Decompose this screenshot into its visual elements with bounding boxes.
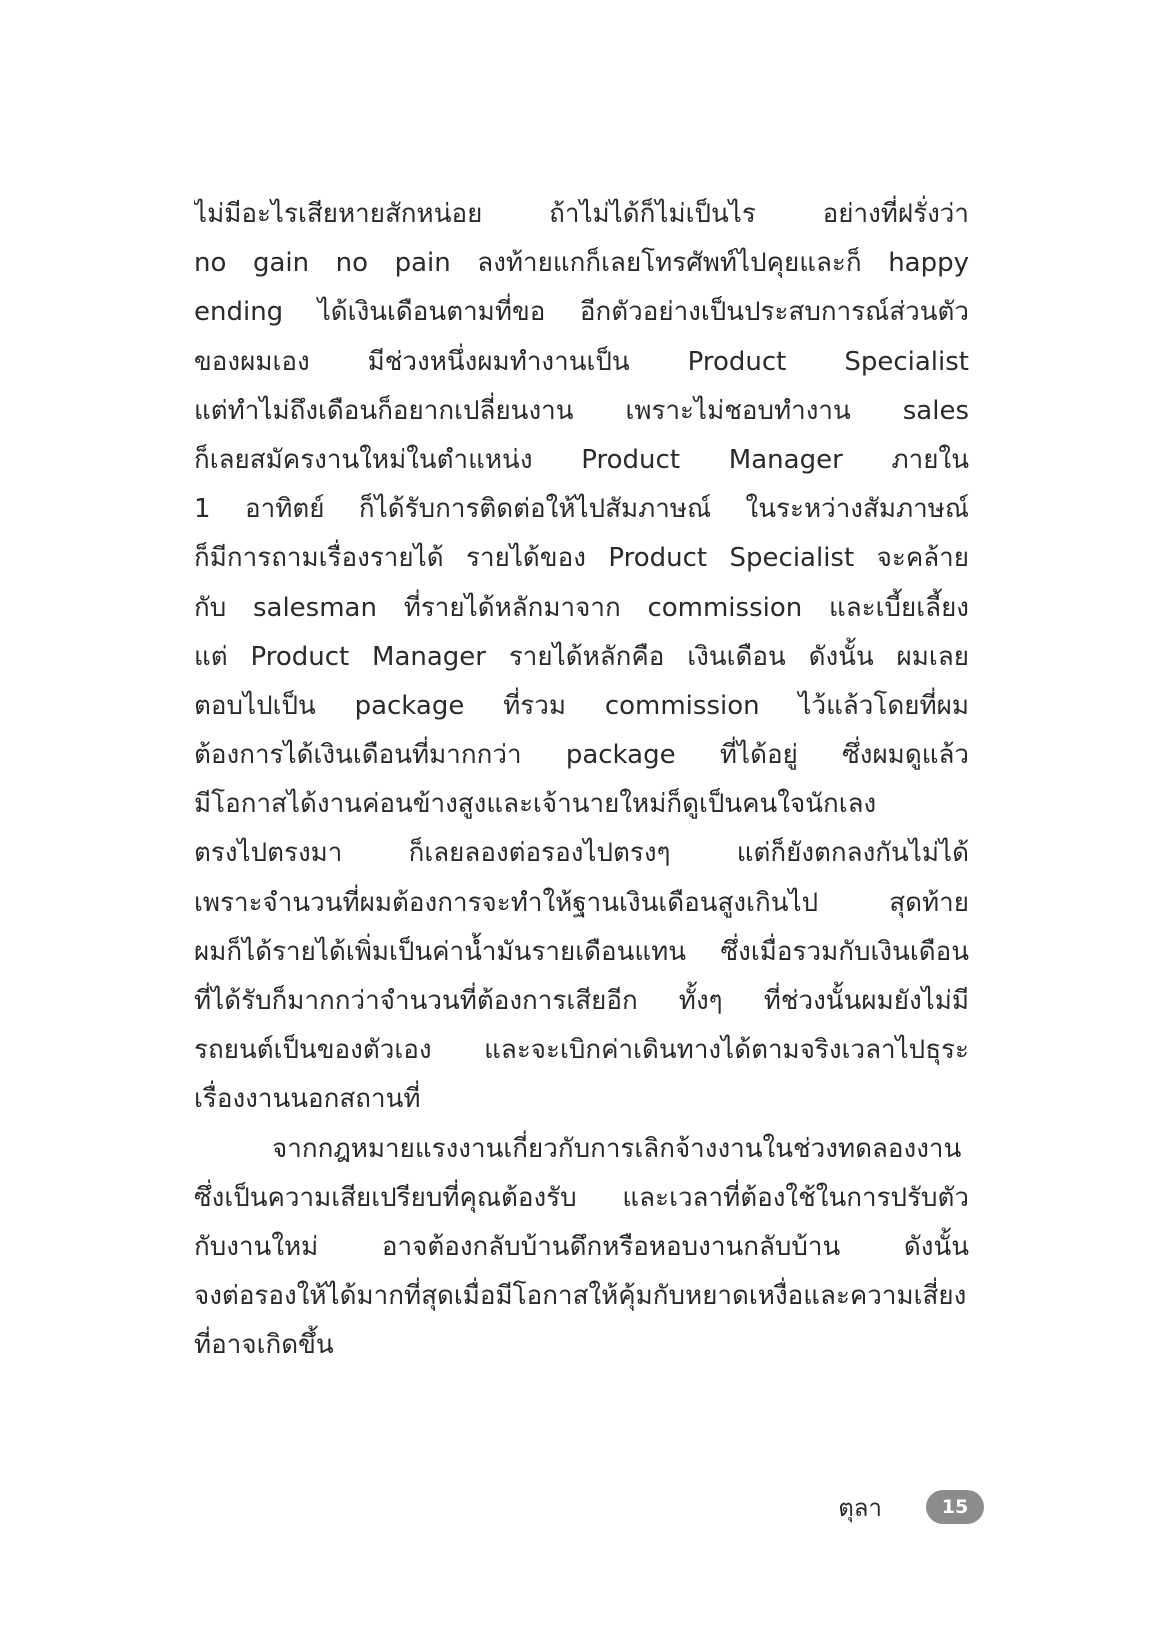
text-line: ก็เลยสมัครงานใหม่ในตำแหน่ง Product Manager ภายใน — [194, 444, 969, 475]
text-line: ของผมเอง มีช่วงหนึ่งผมทำงานเป็น Product Specialist — [194, 346, 969, 377]
text-line: จากกฎหมายแรงงานเกี่ยวกับการเลิกจ้างงานในช่วงทดลองงาน — [272, 1133, 962, 1164]
body-text — [194, 190, 969, 1371]
text-line: รถยนต์เป็นของตัวเอง และจะเบิกค่าเดินทางได้ตามจริงเวลาไปธุระ — [194, 1035, 969, 1066]
text-line: ตรงไปตรงมา ก็เลยลองต่อรองไปตรงๆ แต่ก็ยังตกลงกันไม่ได้ — [194, 838, 969, 869]
text-line: ผมก็ได้รายได้เพิ่มเป็นค่าน้ำมันรายเดือนแทน ซึ่งเมื่อรวมกับเงินเดือน — [194, 936, 969, 967]
page-number-badge: 15 — [926, 1490, 984, 1524]
text-line: กับ salesman ที่รายได้หลักมาจาก commission และเบี้ยเลี้ยง — [194, 592, 969, 623]
text-line: เพราะจำนวนที่ผมต้องการจะทำให้ฐานเงินเดือนสูงเกินไป สุดท้าย — [194, 887, 969, 918]
text-line: ที่ได้รับก็มากกว่าจำนวนที่ต้องการเสียอีก ทั้งๆ ที่ช่วงนั้นผมยังไม่มี — [194, 986, 969, 1016]
text-line: ending ได้เงินเดือนตามที่ขอ อีกตัวอย่างเป็นประสบการณ์ส่วนตัว — [194, 297, 969, 328]
text-line: จงต่อรองให้ได้มากที่สุดเมื่อมีโอกาสให้คุ้มกับหยาดเหงื่อและความเสี่ยง — [194, 1281, 967, 1312]
text-line: ที่อาจเกิดขึ้น — [194, 1330, 334, 1361]
section-label: ตุลา — [838, 1494, 882, 1522]
text-line: ก็มีการถามเรื่องรายได้ รายได้ของ Product Specialist จะคล้าย — [194, 543, 969, 574]
text-line: แต่ทำไม่ถึงเดือนก็อยากเปลี่ยนงาน เพราะไม่ชอบทำงาน sales — [194, 395, 969, 426]
page-footer — [0, 1488, 1150, 1528]
text-line: เรื่องงานนอกสถานที่ — [194, 1084, 421, 1115]
text-line: แต่ Product Manager รายได้หลักคือ เงินเดือน ดังนั้น ผมเลย — [194, 641, 969, 672]
text-line: ไม่มีอะไรเสียหายสักหน่อย ถ้าไม่ได้ก็ไม่เป็นไร อย่างที่ฝรั่งว่า — [194, 199, 969, 229]
text-line: ตอบไปเป็น package ที่รวม commission ไว้แล้วโดยที่ผม — [194, 690, 969, 721]
text-line: 1 อาทิตย์ ก็ได้รับการติดต่อให้ไปสัมภาษณ์ ในระหว่างสัมภาษณ์ — [194, 494, 969, 525]
text-line: ต้องการได้เงินเดือนที่มากกว่า package ที่ได้อยู่ ซึ่งผมดูแล้ว — [194, 740, 969, 771]
text-line: ซึ่งเป็นความเสียเปรียบที่คุณต้องรับ และเวลาที่ต้องใช้ในการปรับตัว — [194, 1182, 969, 1213]
text-line: กับงานใหม่ อาจต้องกลับบ้านดึกหรือหอบงานกลับบ้าน ดังนั้น — [194, 1231, 969, 1262]
text-line: no gain no pain ลงท้ายแกก็เลยโทรศัพท์ไปคุยและก็ happy — [194, 248, 969, 279]
text-line: มีโอกาสได้งานค่อนข้างสูงและเจ้านายใหม่ก็ดูเป็นคนใจนักเลง — [194, 789, 877, 820]
